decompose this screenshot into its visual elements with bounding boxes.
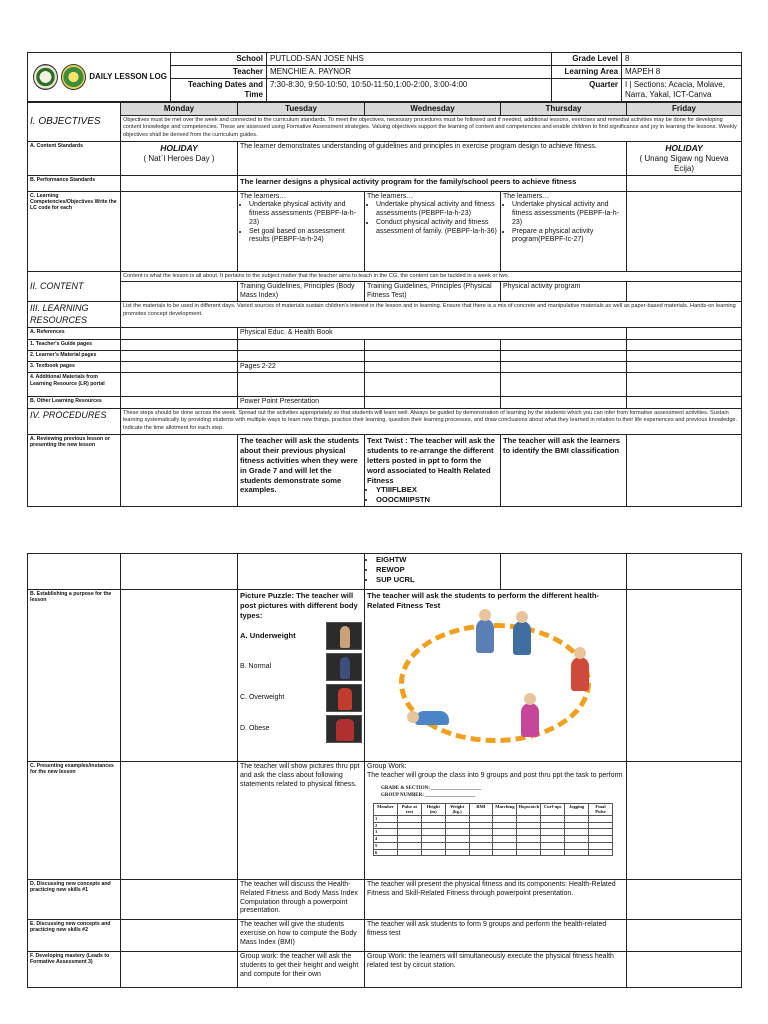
form-cell[interactable] [565,829,589,836]
competency-item: • Set goal based on assessment results (PEBPF-Ia-h-24) [249,228,362,246]
figure-head [407,711,419,723]
competencies-thursday-intro: The learners… [503,192,550,200]
form-cell[interactable] [445,849,469,856]
empty-cell [121,762,238,880]
procedure-a-thursday: The teacher will ask the learners to identify the BMI classification [501,435,627,507]
empty-cell [501,373,627,397]
empty-cell [238,339,365,350]
document-title: DAILY LESSON LOG [89,72,167,81]
procedure-e-tuesday: The teacher will give the students exercise on how to compute the Body Mass Index (BMI) [238,920,365,952]
procedure-f-label: F. Developing mastery (Leads to Formative Assessment 3) [28,952,121,988]
performance-standards-label: B. Performance Standards [28,175,121,191]
procedure-a-label: A. Reviewing previous lesson or presenting the new lesson [28,435,121,507]
form-cell[interactable] [589,815,613,822]
procedures-heading: IV. PROCEDURES [28,409,121,435]
references-value: Physical Educ. & Health Book [238,327,627,339]
form-cell[interactable] [421,822,445,829]
fitness-test-instruction: The teacher will ask the students to perform the different health-Related Fitness Test [367,591,600,610]
friday-holiday-title: HOLIDAY [665,143,703,153]
form-cell[interactable] [493,836,517,843]
figure-head [516,611,528,623]
resources-note: List the materials to be used in different days. Varied sources of materials sustain children's interest in the lesson and in learning. Ensure that there is a mix of concrete and manipulative materials as well as paper-based materials. Hands-on learning promotes concept development. [121,302,742,328]
form-cell[interactable] [589,829,613,836]
objectives-heading: I. OBJECTIVES [28,103,121,142]
form-row-number: 4 [374,836,398,843]
form-header-cell: Weight (kg.) [445,803,469,815]
form-cell[interactable] [541,815,565,822]
form-cell[interactable] [589,849,613,856]
friday-holiday-note: ( Unang Sigaw ng Nueva Ecija) [639,153,729,173]
figure-head [479,609,491,621]
body-type-label: A. Underweight [240,631,296,641]
empty-cell [365,373,501,397]
body-type-label: C. Overweight [240,693,285,701]
form-row [374,849,613,856]
empty-cell [121,191,238,271]
procedure-c-tuesday: The teacher will show pictures thru ppt and ask the class about following statements related to physical fitness. [238,762,365,880]
school-label: School [171,53,267,66]
empty-cell [365,361,501,373]
form-cell[interactable] [469,849,493,856]
area-label: Learning Area [552,66,622,79]
empty-cell [501,339,627,350]
references-label: A. References [28,327,121,339]
empty-cell [121,327,238,339]
form-cell[interactable] [517,815,541,822]
form-cell[interactable] [469,829,493,836]
normal-photo-icon [326,653,362,681]
empty-cell [627,281,742,302]
form-cell[interactable] [445,836,469,843]
underweight-photo-icon [326,622,362,650]
competencies-wednesday [365,191,501,271]
empty-cell [501,361,627,373]
form-row [374,815,613,822]
form-cell[interactable] [565,836,589,843]
scrambled-word: • SUP UCRL [376,575,498,585]
empty-cell [121,175,238,191]
empty-cell [501,554,627,590]
other-resources-label: B. Other Learning Resources [28,397,121,409]
empty-cell [627,920,742,952]
procedure-b-label: B. Establishing a purpose for the lesson [28,590,121,762]
body-type-row [240,652,362,683]
empty-cell [627,435,742,507]
procedure-d-wednesday: The teacher will present the physical fitness and its components: Health-Related Fitness and Skill-Related Fitness through powerpoint presentation. [365,880,627,920]
form-cell[interactable] [565,822,589,829]
form-cell[interactable] [541,836,565,843]
competencies-tuesday [238,191,365,271]
form-cell[interactable] [469,815,493,822]
empty-cell [627,373,742,397]
body-type-label: D. Obese [240,724,270,732]
form-cell[interactable] [421,849,445,856]
competency-item: • Undertake physical activity and fitness assessments (PEBPF-Ia-h-23) [512,201,624,227]
empty-cell [121,554,238,590]
other-resources-value: Power Point Presentation [238,397,365,409]
additional-materials-label: 4. Additional Materials from Learning Resource (LR) portal [28,373,121,397]
empty-cell [121,880,238,920]
procedure-f-wednesday: Group Work: the learners will simultaneously execute the physical fitness health related test by circuit station. [365,952,627,988]
form-cell[interactable] [493,822,517,829]
learner-material-label: 2. Learner's Material pages [28,350,121,361]
empty-cell [121,350,238,361]
form-header-cell: Curl-ups [541,803,565,815]
page-one [27,52,741,507]
form-header-cell: Marching [493,803,517,815]
empty-cell [238,554,365,590]
form-cell[interactable] [469,822,493,829]
competencies-thursday [501,191,627,271]
form-header-cell: Height (m) [421,803,445,815]
content-standards-text: The learner demonstrates understanding of guidelines and principles in exercise program design to achieve fitness. [238,142,627,176]
day-thursday: Thursday [501,103,627,116]
empty-cell [501,397,627,409]
quarter-value: I | Sections: Acacia, Molave, Narra, Yakal, ICT-Canva [622,79,742,102]
empty-cell [501,350,627,361]
competency-item: • Undertake physical activity and fitness assessments (PEBPF-Ia-h-23) [376,201,498,219]
body-type-row [240,683,362,714]
form-cell[interactable] [565,815,589,822]
empty-cell [627,175,742,191]
form-cell[interactable] [589,842,613,849]
lesson-table-page2 [27,553,742,988]
teacher-guide-label: 1. Teacher's Guide pages [28,339,121,350]
content-tuesday: Training Guidelines, Principles (Body Mass Index) [238,281,365,302]
form-cell[interactable] [517,842,541,849]
quarter-label: Quarter [552,79,622,102]
form-header-cell: Final Pulse [589,803,613,815]
form-row [374,842,613,849]
textbook-label: 3. Textbook pages [28,361,121,373]
form-cell[interactable] [565,842,589,849]
grade-label: Grade Level [552,53,622,66]
form-cell[interactable] [421,815,445,822]
form-row [374,822,613,829]
content-note: Content is what the lesson is all about. It pertains to the subject matter that the teacher aims to teach in the CG, the content can be tackled in a week or two. [121,271,742,281]
school-seal-icon [61,64,86,90]
scrambled-word: • EIGHTW [376,555,498,565]
empty-cell [121,920,238,952]
body-type-row [240,621,362,652]
textbook-value: Pages 2-22 [238,361,365,373]
empty-cell [627,339,742,350]
form-cell[interactable] [493,849,517,856]
procedure-e-label: E. Discussing new concepts and practicing new skills #2 [28,920,121,952]
form-cell[interactable] [397,849,421,856]
performance-standards-text: The learner designs a physical activity program for the family/school peers to achieve fitness [238,175,627,191]
form-header-cell: Hopscotch [517,803,541,815]
competencies-wednesday-intro: The learners… [367,192,414,200]
header-table [27,52,742,102]
deped-seal-icon [33,64,58,90]
empty-cell [365,339,501,350]
form-cell[interactable] [421,829,445,836]
empty-cell [627,880,742,920]
empty-cell [121,361,238,373]
dates-value: 7:30-8:30, 9:50-10:50, 10:50-11:50,1:00-2:00, 3:00-4:00 [267,79,552,102]
form-cell[interactable] [565,849,589,856]
procedure-c-label: C. Presenting examples/instances for the new lesson [28,762,121,880]
form-cell[interactable] [397,836,421,843]
form-row-number: 6 [374,849,398,856]
form-header-cell: BMI [469,803,493,815]
curl-up-figure-icon [415,711,449,725]
teacher-value: MENCHIE A. PAYNOR [267,66,552,79]
objectives-note: Objectives must be met over the week and connected to the curriculum standards. To meet the objectives, necessary procedures must be followed and if needed, additional lessons, exercises and remedial activities may be done for developing content knowledge and competencies. These are assessed using Formative Assessment strategies. Valuing objectives support the learning of content and competencies and enable children to find significance and joy in learning the lessons. Weekly objectives shall be derived from the curriculum guides. [121,116,742,142]
form-grade-section: GRADE & SECTION: ____________________ [381,785,482,791]
competency-item: • Conduct physical activity and fitness assessment of family. (PEBPF-Ia-h-36) [376,219,498,237]
empty-cell [627,397,742,409]
standing-figure-icon [476,619,494,653]
form-cell[interactable] [541,842,565,849]
scrambled-word: • OOOCMIIPSTN [376,495,498,505]
form-row-number: 2 [374,822,398,829]
fitness-test-form-table [373,803,613,857]
form-cell[interactable] [445,815,469,822]
empty-cell [121,952,238,988]
form-cell[interactable] [421,836,445,843]
empty-cell [627,554,742,590]
empty-cell [238,350,365,361]
procedure-a-tuesday: The teacher will ask the students about their previous physical fitness activities when they were in Grade 7 and will let the students demonstrate some examples. [238,435,365,507]
form-row [374,829,613,836]
procedure-d-label: D. Discussing new concepts and practicing new skills #1 [28,880,121,920]
form-row [374,836,613,843]
form-cell[interactable] [541,822,565,829]
form-header-cell: Jogging [565,803,589,815]
figure-head [574,647,586,659]
form-cell[interactable] [397,842,421,849]
procedure-b-tuesday [238,590,365,762]
day-friday: Friday [627,103,742,116]
empty-cell [121,339,238,350]
empty-cell [121,373,238,397]
form-cell[interactable] [469,842,493,849]
teacher-label: Teacher [171,66,267,79]
form-cell[interactable] [397,815,421,822]
form-cell[interactable] [445,822,469,829]
content-heading: II. CONTENT [28,271,121,302]
fitness-circuit-illustration [381,615,611,750]
monday-holiday-title: HOLIDAY [160,143,198,153]
content-wednesday: Training Guidelines, Principles (Physical Fitness Test) [365,281,501,302]
form-header-cell: Member [374,803,398,815]
form-cell[interactable] [421,842,445,849]
school-value: PUTLOD-SAN JOSE NHS [267,53,552,66]
picture-puzzle-intro: Picture Puzzle: The teacher will post pictures with different body types: [240,591,358,620]
text-twist-intro: Text Twist : The teacher will ask the students to re-arrange the different letters posted in ppt to form the word associated to Health Related Fitness [367,436,496,485]
procedure-d-tuesday: The teacher will discuss the Health-Related Fitness and Body Mass Index Computation through a powerpoint presentation. [238,880,365,920]
content-standards-label: A. Content Standards [28,142,121,176]
body-type-pictures [240,621,362,745]
empty-cell [627,191,742,271]
empty-cell [365,350,501,361]
page-two [27,553,741,988]
grade-value: 8 [622,53,742,66]
procedure-a-wednesday [365,435,501,507]
dates-label: Teaching Dates and Time [171,79,267,102]
form-cell[interactable] [541,849,565,856]
scrambled-word: • REWOP [376,565,498,575]
body-type-row [240,714,362,745]
day-monday: Monday [121,103,238,116]
procedure-a-wednesday-cont [365,554,501,590]
lesson-table-page1 [27,102,742,507]
form-header-row [374,803,613,815]
day-wednesday: Wednesday [365,103,501,116]
form-body [374,815,613,855]
form-cell[interactable] [517,836,541,843]
form-cell[interactable] [517,849,541,856]
empty-cell [627,590,742,762]
procedure-e-wednesday: The teacher will ask students to form 9 groups and perform the health-related fitness test [365,920,627,952]
form-cell[interactable] [589,836,613,843]
form-cell[interactable] [589,822,613,829]
empty-cell [121,281,238,302]
group-form-header [381,785,624,799]
form-cell[interactable] [541,829,565,836]
empty-cell [121,590,238,762]
empty-cell [627,762,742,880]
empty-cell [28,554,121,590]
procedures-note: These steps should be done across the week. Spread out the activities appropriately so that students will learn well. Always be guided by demonstration of learning by the students which you can infer from formative assessment activities. Sustain learning systematically by providing students with multiple ways to learn new things, practice their learning, question their learning processes, and draw conclusions about what they learned in relation to their life experiences and previous knowledge. Indicate the time allotment for each step. [121,409,742,435]
procedure-c-wednesday [365,762,627,880]
empty-cell [238,373,365,397]
form-cell[interactable] [445,842,469,849]
empty-cell [121,397,238,409]
form-row-number: 5 [374,842,398,849]
area-value: MAPEH 8 [622,66,742,79]
resources-heading: III. LEARNING RESOURCES [28,302,121,328]
form-cell[interactable] [517,829,541,836]
form-cell[interactable] [493,815,517,822]
empty-cell [627,327,742,339]
scrambled-word: • YTIIIFLBEX [376,485,498,495]
group-work-text: Group Work: The teacher will group the class into 9 groups and post thru ppt the task to perform [367,763,623,779]
empty-cell [627,350,742,361]
competencies-label: C. Learning Competencies/Objectives Write the LC code for each [28,191,121,271]
logo-cell [28,53,171,102]
figure-head [524,693,536,705]
empty-cell [121,435,238,507]
content-thursday: Physical activity program [501,281,627,302]
friday-holiday [627,142,742,176]
procedure-b-wednesday [365,590,627,762]
empty-cell [627,952,742,988]
body-type-label: B. Normal [240,662,272,670]
form-header-cell: Pulse at rest [397,803,421,815]
form-cell[interactable] [397,822,421,829]
competencies-tuesday-intro: The learners… [240,192,287,200]
day-tuesday: Tuesday [238,103,365,116]
competency-item: • Prepare a physical activity program(PEBPF-Ic-27) [512,228,624,246]
monday-holiday-note: ( Nat`l Heroes Day ) [143,153,215,163]
form-cell[interactable] [445,829,469,836]
form-cell[interactable] [469,836,493,843]
empty-cell [365,397,501,409]
obese-photo-icon [326,715,362,743]
monday-holiday [121,142,238,176]
jogging-figure-icon [521,703,539,737]
form-cell[interactable] [493,842,517,849]
form-row-number: 1 [374,815,398,822]
stretching-figure-icon [513,621,531,655]
overweight-photo-icon [326,684,362,712]
form-row-number: 3 [374,829,398,836]
form-group-number: GROUP NUMBER: ____________________ [381,792,476,798]
form-cell[interactable] [517,822,541,829]
circuit-arrows-icon [399,623,591,743]
competency-item: • Undertake physical activity and fitness assessments (PEBPF-Ia-h-23) [249,201,362,227]
form-cell[interactable] [493,829,517,836]
empty-cell [627,361,742,373]
jumping-rope-figure-icon [571,657,589,691]
procedure-f-tuesday: Group work: the teacher will ask the students to get their height and weight and compute for their own [238,952,365,988]
form-cell[interactable] [397,829,421,836]
